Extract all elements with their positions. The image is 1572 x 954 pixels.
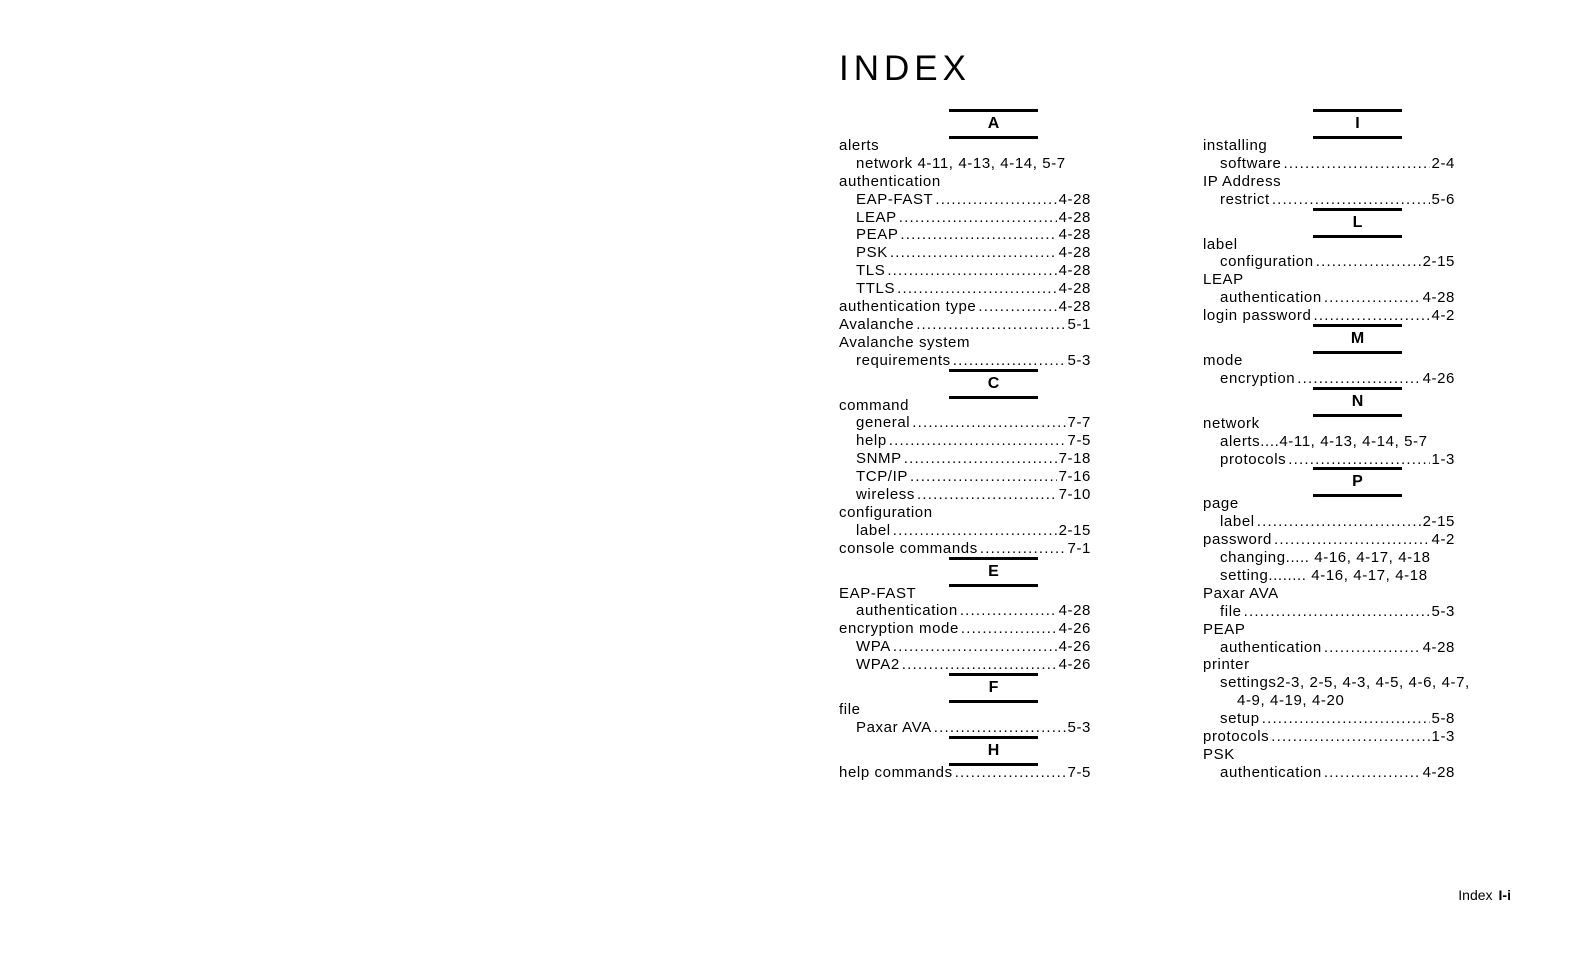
entry-term: restrict: [1220, 190, 1270, 208]
entry-term: settings2-3, 2-5, 4-3, 4-5, 4-6, 4-7,: [1220, 674, 1470, 692]
entry-term: general: [856, 414, 911, 432]
entry-term: encryption mode: [839, 620, 959, 638]
entry-term: configuration: [1220, 253, 1314, 271]
dot-leader: [1324, 289, 1421, 307]
entry-term: software: [1220, 154, 1282, 172]
entry-term: password: [1203, 531, 1272, 549]
index-entry: [839, 764, 1091, 782]
entry-term: IP Address: [1203, 172, 1282, 190]
index-entry: [1203, 307, 1455, 325]
entry-term: wireless: [856, 486, 915, 504]
entry-term: TCP/IP: [856, 468, 908, 486]
index-entry: [1203, 585, 1503, 603]
entry-page-ref: 2-15: [1422, 513, 1455, 531]
letter-heading-label: P: [1313, 467, 1402, 497]
entry-term: alerts....4-11, 4-13, 4-14, 5-7: [1220, 432, 1428, 450]
entry-page-ref: 4-28: [1058, 262, 1091, 280]
letter-heading: [839, 369, 1091, 397]
letter-heading: [1203, 467, 1503, 495]
entry-term: file: [839, 701, 861, 719]
entry-term: authentication: [1220, 763, 1322, 781]
entry-term: Paxar AVA: [856, 718, 932, 736]
index-subentry: [839, 450, 1091, 468]
letter-heading-label: I: [1313, 109, 1402, 139]
index-subentry: [839, 209, 1091, 227]
index-entry: [1203, 656, 1503, 674]
dot-leader: [1272, 191, 1430, 209]
entry-term: requirements: [856, 351, 951, 369]
entry-page-ref: 4-28: [1422, 638, 1455, 656]
dot-leader: [893, 522, 1057, 540]
index-subentry: [1203, 764, 1455, 782]
index-entry: [839, 540, 1091, 558]
index-entry: [839, 137, 1091, 155]
entry-page-ref: 5-3: [1067, 718, 1091, 736]
entry-term: EAP-FAST: [839, 584, 917, 602]
entry-term: WPA2: [856, 656, 900, 674]
entry-page-ref: 5-8: [1431, 710, 1455, 728]
entry-term: configuration: [839, 503, 933, 521]
index-subentry: [839, 486, 1091, 504]
entry-term: page: [1203, 495, 1239, 513]
entry-term: encryption: [1220, 369, 1296, 387]
entry-term: file: [1220, 602, 1242, 620]
entry-page-ref: 7-1: [1067, 539, 1091, 557]
letter-heading-label: L: [1313, 208, 1402, 238]
index-subentry: [1203, 289, 1455, 307]
index-entry: [1203, 271, 1503, 289]
dot-leader: [980, 540, 1066, 558]
index-subentry: [1203, 639, 1455, 657]
index-subentry: [839, 638, 1091, 656]
dot-leader: [1274, 531, 1430, 549]
entry-term: PSK: [1203, 745, 1235, 763]
dot-leader: [1297, 370, 1420, 388]
index-subentry: [1203, 710, 1455, 728]
index-subentry: [839, 522, 1091, 540]
entry-page-ref: 4-28: [1058, 602, 1091, 620]
entry-page-ref: 4-28: [1422, 763, 1455, 781]
dot-leader: [910, 468, 1057, 486]
entry-term: protocols: [1220, 450, 1287, 468]
index-entry: [839, 316, 1091, 334]
dot-leader: [904, 450, 1057, 468]
entry-page-ref: 4-2: [1431, 531, 1455, 549]
entry-term: network 4-11, 4-13, 4-14, 5-7: [856, 154, 1066, 172]
entry-page-ref: 4-28: [1058, 208, 1091, 226]
index-entry: [1203, 236, 1503, 254]
entry-page-ref: 7-7: [1067, 414, 1091, 432]
dot-leader: [955, 764, 1066, 782]
index-entry: [1203, 352, 1503, 370]
entry-page-ref: 7-10: [1058, 486, 1091, 504]
index-subentry: [1203, 451, 1455, 469]
index-subentry: [839, 432, 1091, 450]
index-entry: [1203, 137, 1503, 155]
dot-leader: [978, 298, 1056, 316]
dot-leader: [889, 432, 1066, 450]
dot-leader: [899, 209, 1057, 227]
entry-term: authentication: [1220, 638, 1322, 656]
letter-heading: [839, 557, 1091, 585]
index-entry: [839, 585, 1091, 603]
letter-heading: [1203, 387, 1503, 415]
index-subentry: [1203, 370, 1455, 388]
entry-page-ref: 7-18: [1058, 450, 1091, 468]
entry-term: help: [856, 432, 887, 450]
dot-leader: [953, 352, 1066, 370]
entry-term: authentication: [856, 602, 958, 620]
entry-page-ref: 4-26: [1058, 638, 1091, 656]
entry-term: authentication: [1220, 289, 1322, 307]
entry-term: Avalanche system: [839, 333, 971, 351]
index-subentry: [1203, 603, 1455, 621]
entry-page-ref: 7-16: [1058, 468, 1091, 486]
entry-page-ref: 5-3: [1067, 351, 1091, 369]
entry-term: 4-9, 4-19, 4-20: [1237, 692, 1345, 710]
entry-page-ref: 4-28: [1058, 280, 1091, 298]
entry-term: PEAP: [1203, 620, 1246, 638]
entry-page-ref: 4-28: [1058, 298, 1091, 316]
entry-term: changing..... 4-16, 4-17, 4-18: [1220, 549, 1431, 567]
dot-leader: [1257, 513, 1421, 531]
entry-term: TLS: [856, 262, 886, 280]
index-subentry: [1203, 692, 1503, 710]
dot-leader: [935, 191, 1056, 209]
entry-term: network: [1203, 414, 1260, 432]
entry-page-ref: 4-28: [1058, 190, 1091, 208]
letter-heading-label: C: [949, 369, 1038, 399]
index-subentry: [839, 280, 1091, 298]
entry-page-ref: 4-26: [1058, 620, 1091, 638]
entry-page-ref: 7-5: [1067, 763, 1091, 781]
index-subentry: [839, 226, 1091, 244]
dot-leader: [897, 280, 1056, 298]
index-subentry: [1203, 191, 1455, 209]
index-column-left: [839, 110, 1091, 782]
entry-page-ref: 4-26: [1058, 656, 1091, 674]
index-entry: [1203, 746, 1503, 764]
entry-term: setup: [1220, 710, 1260, 728]
entry-page-ref: 5-3: [1431, 602, 1455, 620]
index-subentry: [1203, 674, 1503, 692]
entry-term: command: [839, 396, 910, 414]
dot-leader: [1244, 603, 1430, 621]
index-subentry: [1203, 155, 1455, 173]
entry-term: console commands: [839, 539, 978, 557]
letter-heading: [1203, 109, 1503, 137]
index-subentry: [839, 719, 1091, 737]
letter-heading-label: E: [949, 557, 1038, 587]
entry-page-ref: 2-15: [1058, 521, 1091, 539]
dot-leader: [1313, 307, 1429, 325]
index-subentry: [1203, 567, 1503, 585]
index-entry: [1203, 173, 1503, 191]
entry-term: LEAP: [856, 208, 897, 226]
index-subentry: [839, 414, 1091, 432]
dot-leader: [900, 226, 1056, 244]
letter-heading: [839, 673, 1091, 701]
entry-page-ref: 5-6: [1431, 190, 1455, 208]
dot-leader: [912, 414, 1065, 432]
index-subentry: [839, 602, 1091, 620]
index-entry: [839, 334, 1091, 352]
index-entry: [839, 397, 1091, 415]
entry-page-ref: 4-28: [1422, 289, 1455, 307]
entry-term: help commands: [839, 763, 953, 781]
entry-page-ref: 2-4: [1431, 154, 1455, 172]
dot-leader: [1262, 710, 1430, 728]
dot-leader: [1284, 155, 1430, 173]
index-entry: [839, 701, 1091, 719]
entry-term: TTLS: [856, 280, 896, 298]
letter-heading-label: N: [1313, 387, 1402, 417]
entry-term: PSK: [856, 244, 888, 262]
entry-page-ref: 2-15: [1422, 253, 1455, 271]
dot-leader: [916, 316, 1065, 334]
letter-heading: [1203, 208, 1503, 236]
index-entry: [839, 620, 1091, 638]
index-entry: [839, 298, 1091, 316]
entry-page-ref: 4-28: [1058, 244, 1091, 262]
entry-term: WPA: [856, 638, 891, 656]
entry-term: login password: [1203, 307, 1312, 325]
page-footer: [1458, 887, 1511, 903]
dot-leader: [1271, 728, 1429, 746]
letter-heading: [1203, 324, 1503, 352]
index-subentry: [839, 468, 1091, 486]
index-entry: [839, 504, 1091, 522]
dot-leader: [902, 656, 1057, 674]
letter-heading-label: H: [949, 736, 1038, 766]
dot-leader: [961, 620, 1057, 638]
entry-term: mode: [1203, 352, 1243, 370]
entry-term: Paxar AVA: [1203, 584, 1279, 602]
entry-term: printer: [1203, 656, 1250, 674]
dot-leader: [1288, 451, 1429, 469]
footer-folio: I-i: [1498, 887, 1511, 903]
entry-term: label: [1203, 235, 1238, 253]
entry-page-ref: 7-5: [1067, 432, 1091, 450]
entry-term: alerts: [839, 137, 880, 154]
entry-term: Avalanche: [839, 315, 915, 333]
entry-term: protocols: [1203, 728, 1270, 746]
page-title: INDEX: [839, 49, 971, 88]
dot-leader: [890, 244, 1057, 262]
entry-page-ref: 1-3: [1431, 728, 1455, 746]
entry-term: LEAP: [1203, 271, 1244, 289]
index-subentry: [839, 155, 1091, 173]
index-entry: [1203, 621, 1503, 639]
index-subentry: [1203, 549, 1503, 567]
index-subentry: [839, 656, 1091, 674]
index-entry: [839, 173, 1091, 191]
entry-term: authentication: [839, 172, 941, 190]
entry-page-ref: 5-1: [1067, 315, 1091, 333]
index-column-right: [1203, 110, 1503, 782]
entry-page-ref: 4-28: [1058, 226, 1091, 244]
index-entry: [1203, 495, 1503, 513]
entry-term: label: [856, 521, 891, 539]
index-subentry: [839, 352, 1091, 370]
entry-term: authentication type: [839, 298, 977, 316]
dot-leader: [934, 719, 1066, 737]
index-entry: [1203, 728, 1455, 746]
entry-term: SNMP: [856, 450, 902, 468]
entry-page-ref: 4-26: [1422, 369, 1455, 387]
footer-label: Index: [1458, 887, 1493, 903]
entry-term: EAP-FAST: [856, 190, 934, 208]
index-entry: [1203, 415, 1503, 433]
index-subentry: [1203, 253, 1455, 271]
entry-page-ref: 4-2: [1431, 307, 1455, 325]
index-entry: [1203, 531, 1455, 549]
index-subentry: [839, 244, 1091, 262]
entry-term: PEAP: [856, 226, 899, 244]
letter-heading-label: F: [949, 673, 1038, 703]
letter-heading-label: A: [949, 109, 1038, 139]
entry-term: setting........ 4-16, 4-17, 4-18: [1220, 567, 1428, 585]
index-subentry: [839, 191, 1091, 209]
entry-term: installing: [1203, 137, 1268, 154]
dot-leader: [1324, 639, 1421, 657]
entry-page-ref: 1-3: [1431, 450, 1455, 468]
dot-leader: [960, 602, 1057, 620]
dot-leader: [887, 262, 1056, 280]
index-subentry: [839, 262, 1091, 280]
letter-heading-label: M: [1313, 324, 1402, 354]
dot-leader: [917, 486, 1057, 504]
dot-leader: [893, 638, 1057, 656]
letter-heading: [839, 736, 1091, 764]
index-subentry: [1203, 513, 1455, 531]
index-subentry: [1203, 433, 1503, 451]
dot-leader: [1316, 253, 1421, 271]
letter-heading: [839, 109, 1091, 137]
dot-leader: [1324, 764, 1421, 782]
entry-term: label: [1220, 513, 1255, 531]
